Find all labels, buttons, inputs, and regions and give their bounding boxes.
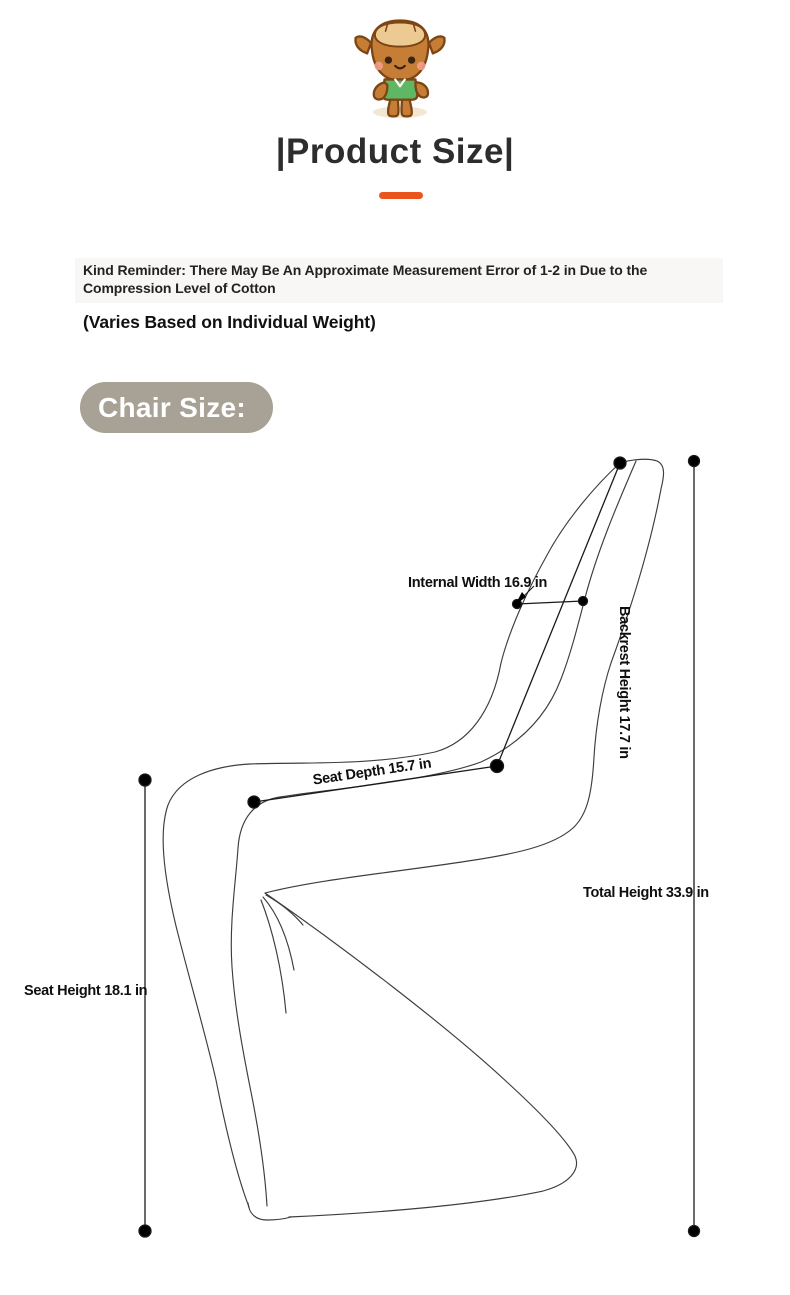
dimension-lines [139,456,700,1238]
dim-label-seat-depth: Seat Depth 15.7 in [311,755,433,789]
dim-label-total-height: Total Height 33.9 in [583,885,709,901]
dim-label-internal-width: Internal Width 16.9 in [408,575,548,591]
weight-variation-note: (Varies Based on Individual Weight) [83,312,376,332]
page-title: |Product Size| [275,132,515,171]
dim-label-seat-height: Seat Height 18.1 in [24,983,148,999]
reminder-line-2: Compression Level of Cotton [83,279,276,296]
dim-label-backrest-height: Backrest Height 17.7 in [616,606,632,759]
reminder-line-1: Kind Reminder: There May Be An Approximate Measurement Error of 1-2 in Due to the [83,262,648,278]
section-label-chair-size: Chair Size: [80,382,273,433]
